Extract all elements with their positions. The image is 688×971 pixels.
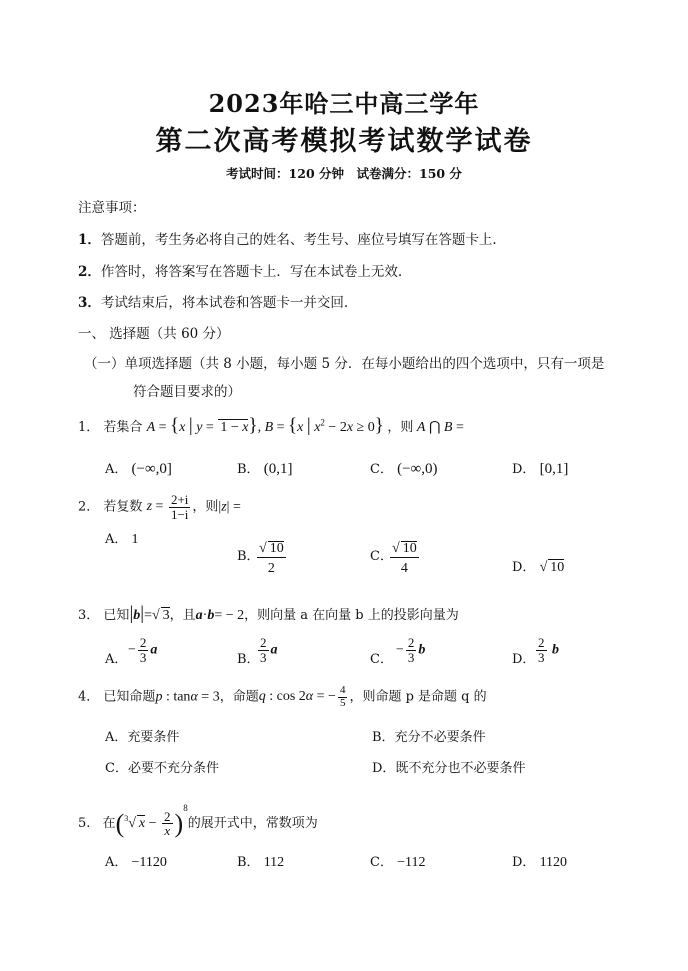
question-number: 4． [78, 689, 100, 705]
option-c-expression: − $\frac{2}{3}$ b [396, 635, 426, 665]
math-expression: ($^3$√ x − $\frac{2}{x}$ )$^8$ [115, 803, 188, 839]
question-1 [78, 415, 464, 437]
question-text: 已知 [103, 608, 130, 623]
question-text: ，命题 [219, 689, 259, 705]
note-item [78, 228, 497, 248]
question-number: 5. [78, 816, 91, 831]
math-expression: A = {x | y = 1 − x}, B = {x | $x^2 - 2x \ge 0$} [146, 415, 384, 436]
option-c[interactable]: C． [370, 652, 393, 667]
note-item [78, 260, 402, 280]
option-d[interactable]: D． 1120 [512, 855, 568, 870]
option-c[interactable]: C．必要不充分条件 [105, 761, 219, 776]
option-c[interactable]: C． [370, 549, 393, 564]
option-b-fraction: $\frac{√ 10}{2}$ [259, 541, 284, 576]
exam-title-line2: 第二次高考模拟考试数学试卷 [155, 126, 533, 157]
question-text: 的展开式中，常数项为 [187, 816, 318, 831]
question-text: 已知命题 [103, 689, 156, 705]
option-b[interactable]: B． (0,1] [237, 461, 293, 477]
question-text: ，则向量 a 在向量 b 上的投影向量为 [244, 608, 459, 623]
math-expression: |z| = [218, 499, 241, 515]
exam-subtitle: 考试时间：120 分钟 试卷满分：150 分 [226, 166, 462, 181]
question-text: ，则 [387, 420, 414, 435]
section-title: 一、 选择题（共 60 分） [78, 326, 230, 342]
option-a[interactable]: A．充要条件 [105, 730, 180, 745]
note-item [78, 291, 348, 311]
option-b[interactable]: B． [237, 652, 260, 667]
option-a[interactable]: A． −1120 [105, 855, 167, 870]
notes-heading: 注意事项： [78, 200, 146, 216]
note-text: 作答时，将答案写在答题卡上．写在本试卷上无效. [100, 264, 403, 280]
question-text: 若复数 [103, 499, 143, 515]
question-5 [78, 803, 318, 839]
option-a[interactable]: A． 1 [105, 532, 139, 547]
note-text: 考试结束后，将本试卷和答题卡一并交回. [100, 295, 349, 311]
option-d[interactable]: D．既不充分也不必要条件 [372, 761, 526, 776]
math-expression: |b|=√ 3 [129, 603, 170, 624]
subsection-instructions: （一）单项选择题（共 8 小题，每小题 5 分．在每小题给出的四个选项中，只有一项是 [84, 356, 605, 372]
note-text: 答题前，考生务必将自己的姓名、考生号、座位号填写在答题卡上. [100, 232, 497, 248]
question-number: 3． [78, 608, 100, 623]
note-number: 1． [78, 232, 101, 248]
option-c[interactable]: C． −112 [370, 855, 426, 870]
question-3 [78, 603, 459, 625]
option-b[interactable]: B．充分不必要条件 [372, 730, 486, 745]
option-d[interactable]: D． √ 10 [512, 560, 565, 575]
math-expression: a·b= − 2 [195, 608, 245, 623]
math-expression: z = $\frac{2+i}{1-i}$ [146, 492, 189, 522]
exam-title-line1: 2023年哈三中高三学年 [208, 89, 480, 118]
question-text: ，且 [169, 608, 196, 623]
question-number: 1． [78, 420, 100, 435]
option-a[interactable]: A． [105, 652, 128, 667]
option-c-fraction: $\frac{√ 10}{4}$ [392, 541, 417, 576]
option-a-expression: − $\frac{2}{3}$ a [128, 635, 158, 665]
note-number: 3． [78, 295, 101, 311]
note-number: 2． [78, 264, 101, 280]
question-text: ，则命题 p 是命题 q 的 [349, 689, 487, 705]
option-d-expression: $\frac{2}{3}$ b [538, 635, 559, 665]
question-2 [78, 493, 241, 521]
question-4 [78, 685, 487, 709]
subsection-instructions-cont: 符合题目要求的） [133, 384, 241, 400]
math-expression: A ⋂ B = [416, 420, 464, 435]
math-expression: p : tanα = 3 [155, 689, 220, 705]
option-b[interactable]: B． 112 [237, 855, 285, 870]
question-text: ，则 [192, 499, 219, 515]
question-text: 若集合 [103, 420, 143, 435]
question-number: 2． [78, 499, 100, 515]
question-text: 在 [102, 816, 116, 831]
option-b-expression: $\frac{2}{3}$ a [260, 635, 278, 665]
option-d[interactable]: D． [0,1] [512, 461, 569, 477]
math-expression: q : cos 2α = − $\frac{4}{5}$ [258, 684, 346, 709]
option-c[interactable]: C． (−∞,0) [370, 461, 438, 477]
option-d[interactable]: D． [512, 652, 536, 667]
option-b[interactable]: B． [237, 549, 260, 564]
option-a[interactable]: A． (−∞,0] [105, 461, 172, 477]
